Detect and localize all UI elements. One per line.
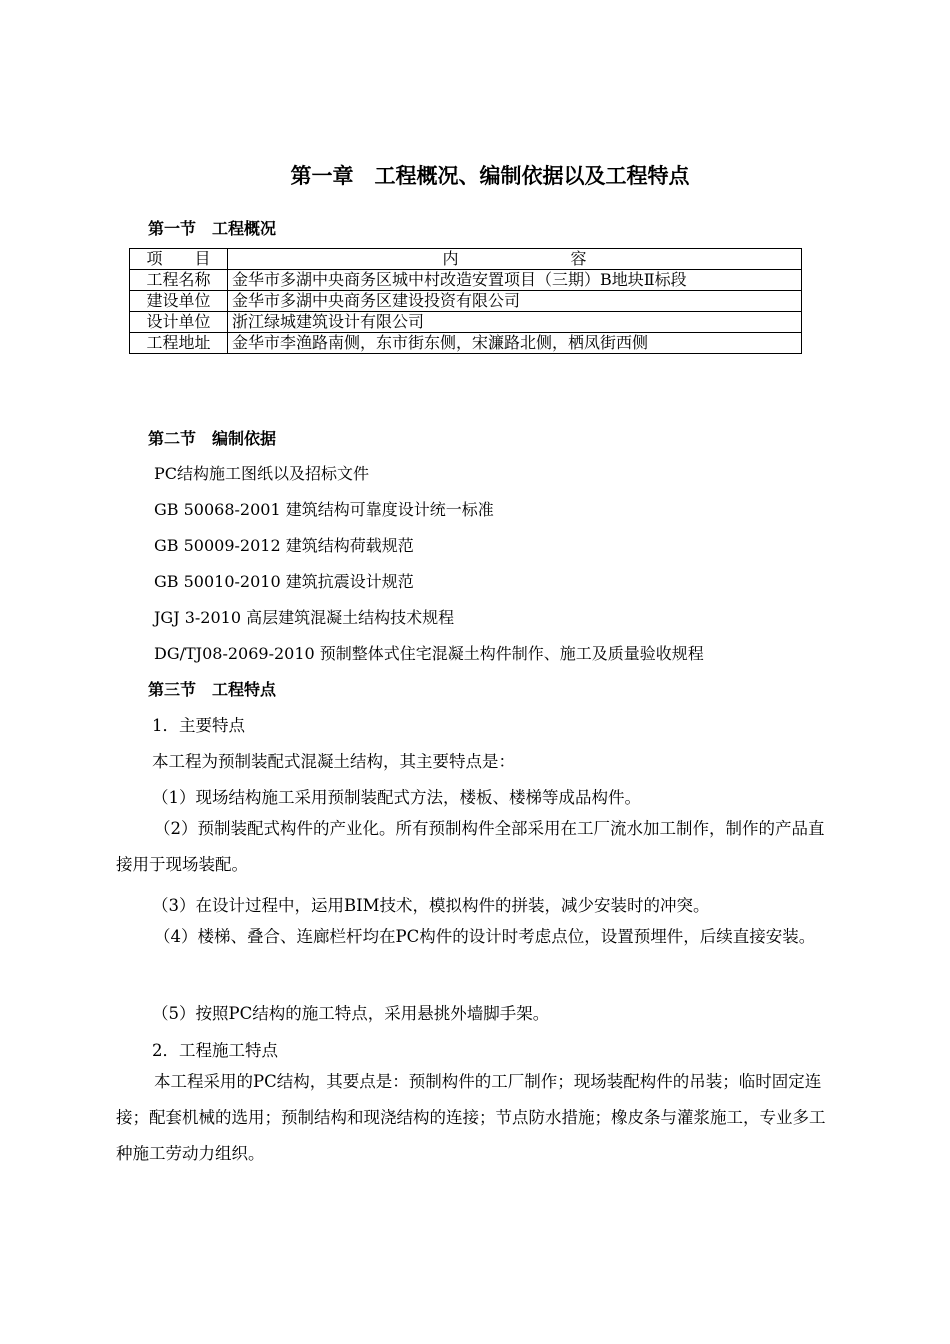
table-cell-value: 金华市多湖中央商务区建设投资有限公司: [228, 291, 802, 312]
table-cell-value: 金华市多湖中央商务区城中村改造安置项目（三期）B地块Ⅱ标段: [228, 270, 802, 291]
section-heading-features: 第三节 工程特点: [148, 680, 277, 699]
section-heading-overview: 第一节 工程概况: [148, 219, 277, 238]
table-cell-label: 设计单位: [130, 312, 228, 333]
feature-point: （2）预制装配式构件的产业化。所有预制构件全部采用在工厂流水加工制作，制作的产品直接用于现场装配。: [116, 819, 825, 874]
basis-item: GB 50009-2012 建筑结构荷载规范: [154, 536, 414, 555]
table-header-row: [130, 249, 802, 270]
table-row: [130, 270, 802, 291]
table-row: [130, 333, 802, 354]
feature-point: （1）现场结构施工采用预制装配式方法，楼板、楼梯等成品构件。: [152, 788, 641, 807]
subheading-main-features: 1．主要特点: [152, 716, 245, 735]
table-cell-label: 工程名称: [130, 270, 228, 291]
table-cell-value: 浙江绿城建筑设计有限公司: [228, 312, 802, 333]
basis-item: DG/TJ08-2069-2010 预制整体式住宅混凝土构件制作、施工及质量验收规程: [154, 644, 704, 663]
table-header-item: 项 目: [130, 249, 228, 270]
table-cell-label: 工程地址: [130, 333, 228, 354]
basis-item: JGJ 3-2010 高层建筑混凝土结构技术规程: [154, 608, 455, 627]
basis-item: GB 50010-2010 建筑抗震设计规范: [154, 572, 414, 591]
table-cell-value: 金华市李渔路南侧，东市街东侧，宋濂路北侧，栖凤街西侧: [228, 333, 802, 354]
subheading-construction-features: 2．工程施工特点: [152, 1041, 278, 1060]
table-row: [130, 291, 802, 312]
feature-point: （4）楼梯、叠合、连廊栏杆均在PC构件的设计时考虑点位，设置预埋件，后续直接安装。: [154, 927, 816, 946]
table-row: [130, 312, 802, 333]
feature-point: （3）在设计过程中，运用BIM技术，模拟构件的拼装，减少安装时的冲突。: [152, 896, 710, 915]
project-overview-table: [129, 248, 802, 354]
table-header-content: 内 容: [228, 249, 802, 270]
table-cell-label: 建设单位: [130, 291, 228, 312]
section-heading-basis: 第二节 编制依据: [148, 429, 277, 448]
chapter-title: 第一章 工程概况、编制依据以及工程特点: [290, 164, 690, 188]
feature-point: （5）按照PC结构的施工特点，采用悬挑外墙脚手架。: [152, 1004, 550, 1023]
basis-item: GB 50068-2001 建筑结构可靠度设计统一标准: [154, 500, 494, 519]
basis-item: PC结构施工图纸以及招标文件: [154, 464, 370, 483]
construction-features-text: 本工程采用的PC结构，其要点是：预制构件的工厂制作；现场装配构件的吊装；临时固定连接；配套机械的选用；预制结构和现浇结构的连接；节点防水措施；橡皮条与灌浆施工，专业多工种施工劳动力组织。: [116, 1072, 826, 1163]
features-intro: 本工程为预制装配式混凝土结构，其主要特点是：: [152, 752, 515, 771]
